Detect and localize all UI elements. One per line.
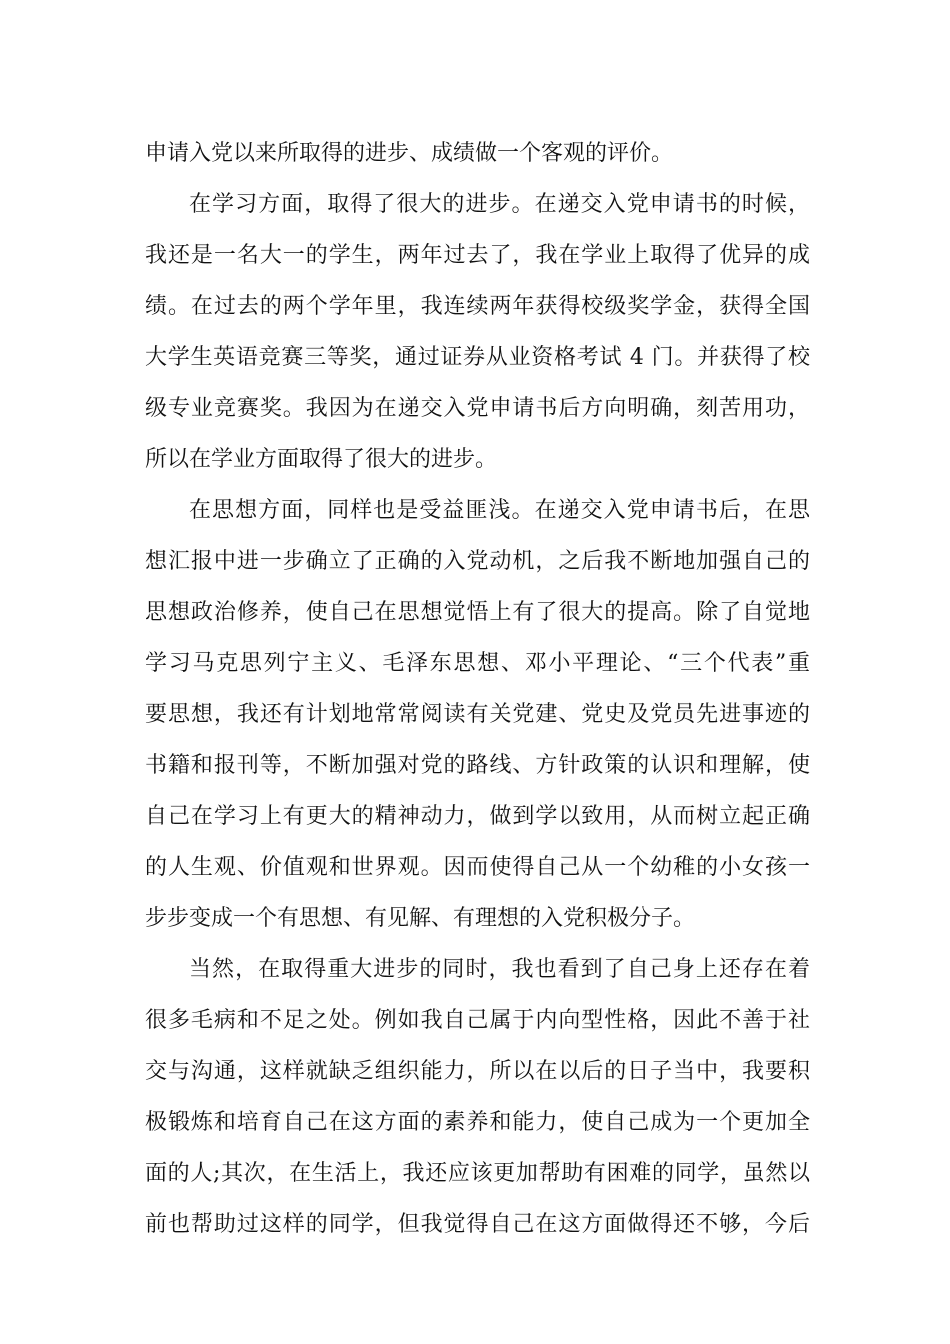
text-line: 思想政治修养，使自己在思想觉悟上有了很大的提高。除了自觉地 <box>145 600 810 625</box>
text-line: 当然，在取得重大进步的同时，我也看到了自己身上还存在着 <box>189 957 810 982</box>
text-line: 想汇报中进一步确立了正确的入党动机，之后我不断地加强自己的 <box>145 549 810 574</box>
text-line: 绩。在过去的两个学年里，我连续两年获得校级奖学金，获得全国 <box>145 294 810 319</box>
text-line: 级专业竞赛奖。我因为在递交入党申请书后方向明确，刻苦用功， <box>145 396 810 421</box>
text-line: 交与沟通，这样就缺乏组织能力，所以在以后的日子当中，我要积 <box>145 1059 810 1084</box>
text-line: 在思想方面，同样也是受益匪浅。在递交入党申请书后，在思 <box>189 498 810 523</box>
text-line: 的人生观、价值观和世界观。因而使得自己从一个幼稚的小女孩一 <box>145 855 810 880</box>
document-body <box>145 128 810 1250</box>
text-line: 前也帮助过这样的同学，但我觉得自己在这方面做得还不够，今后 <box>145 1212 810 1237</box>
text-line: 自己在学习上有更大的精神动力，做到学以致用，从而树立起正确 <box>145 804 810 829</box>
text-line: 申请入党以来所取得的进步、成绩做一个客观的评价。 <box>145 141 674 166</box>
text-line: 面的人;其次，在生活上，我还应该更加帮助有困难的同学，虽然以 <box>145 1161 810 1186</box>
text-line: 大学生英语竞赛三等奖，通过证券从业资格考试 4 门。并获得了校 <box>145 345 810 370</box>
text-line: 所以在学业方面取得了很大的进步。 <box>145 447 498 472</box>
text-line: 书籍和报刊等，不断加强对党的路线、方针政策的认识和理解，使 <box>145 753 810 778</box>
text-line: 步步变成一个有思想、有见解、有理想的入党积极分子。 <box>145 906 696 931</box>
text-line: 很多毛病和不足之处。例如我自己属于内向型性格，因此不善于社 <box>145 1008 810 1033</box>
text-line: 学习马克思列宁主义、毛泽东思想、邓小平理论、“三个代表”重 <box>145 651 810 676</box>
text-line: 我还是一名大一的学生，两年过去了，我在学业上取得了优异的成 <box>145 243 810 268</box>
text-line: 要思想，我还有计划地常常阅读有关党建、党史及党员先进事迹的 <box>145 702 810 727</box>
text-line: 极锻炼和培育自己在这方面的素养和能力，使自己成为一个更加全 <box>145 1110 810 1135</box>
text-line: 在学习方面，取得了很大的进步。在递交入党申请书的时候， <box>189 192 810 217</box>
